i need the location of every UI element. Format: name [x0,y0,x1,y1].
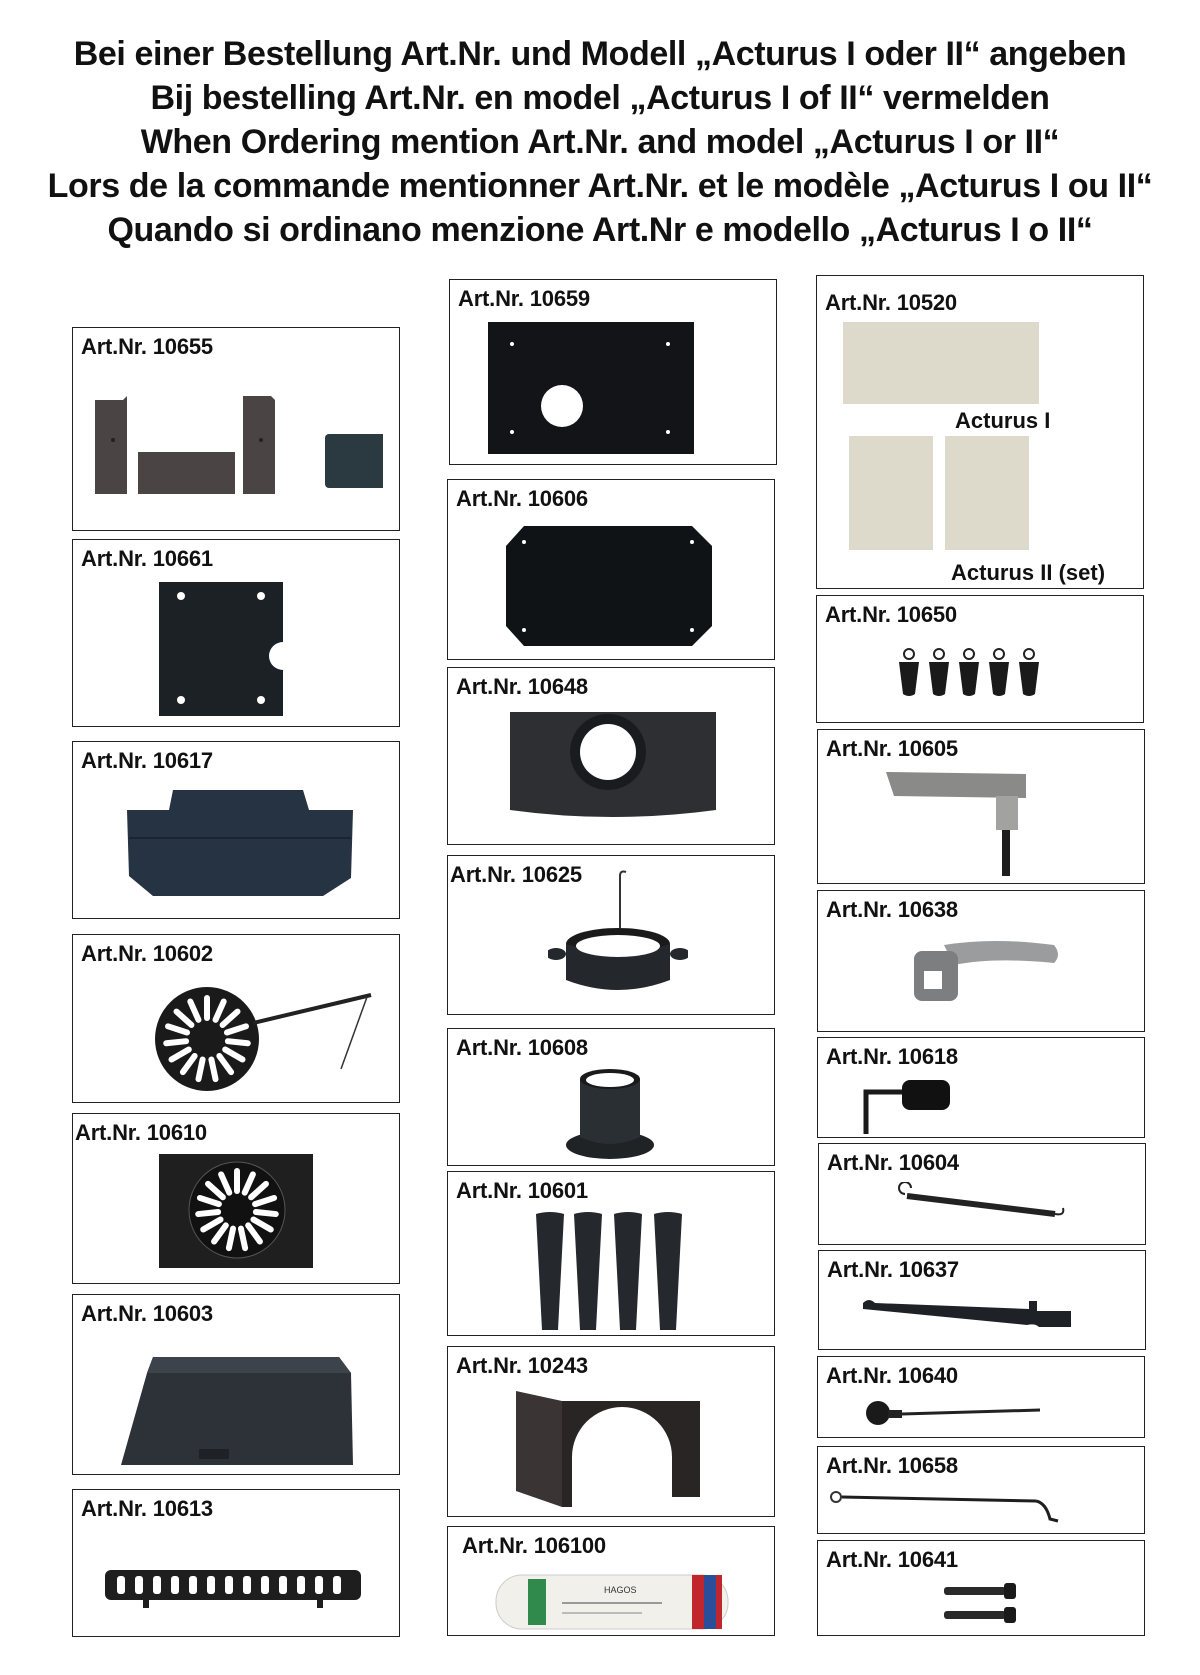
glass-panels-acturus-ii-icon [849,436,1029,550]
part-number: Art.Nr. 106100 [462,1533,606,1558]
air-regulator-disc-icon [153,985,373,1095]
flue-collar-icon [560,1067,660,1161]
top-plate-with-hole-icon [486,320,696,456]
part-number: Art.Nr. 10658 [826,1453,958,1478]
part-card-10638[interactable] [817,890,1145,1032]
part-number: Art.Nr. 10641 [826,1547,958,1572]
part-card-10604[interactable] [818,1143,1146,1245]
part-card-106100[interactable] [447,1526,775,1636]
pins-icon [942,1579,1032,1629]
part-card-10640[interactable] [817,1356,1145,1438]
part-card-10617[interactable] [72,741,400,919]
part-number: Art.Nr. 10659 [458,286,590,311]
ash-pan-icon [117,1353,357,1468]
stove-legs-icon [534,1210,694,1332]
part-number: Art.Nr. 10606 [456,486,588,511]
part-card-10610[interactable] [72,1113,400,1284]
part-number: Art.Nr. 10648 [456,674,588,699]
part-number: Art.Nr. 10520 [825,290,957,315]
instruction-en: When Ordering mention Art.Nr. and model „Acturus I or II“ [140,123,1060,161]
part-number: Art.Nr. 10602 [81,941,213,966]
part-number: Art.Nr. 10637 [827,1257,959,1282]
part-card-10605[interactable] [817,729,1145,884]
part-number: Art.Nr. 10613 [81,1496,213,1521]
part-number: Art.Nr. 10603 [81,1301,213,1326]
allen-key-handle-icon [862,1072,972,1136]
grate-icon [103,1566,363,1610]
part-number: Art.Nr. 10617 [81,748,213,773]
part-card-10650[interactable] [816,595,1144,723]
part-card-10606[interactable] [447,479,775,660]
instruction-fr: Lors de la commande mentionner Art.Nr. et le modèle „Acturus I ou II“ [47,167,1153,205]
long-rod-icon [824,1483,1074,1527]
top-cover-with-collar-icon [508,710,718,824]
part-number: Art.Nr. 10610 [75,1120,207,1145]
part-card-10520[interactable] [816,275,1144,589]
part-card-10659[interactable] [449,279,777,465]
locking-bar-icon [859,1293,1079,1333]
octagonal-plate-icon [504,524,714,648]
part-number: Art.Nr. 10243 [456,1353,588,1378]
part-number: Art.Nr. 10618 [826,1044,958,1069]
chrome-handle-icon [904,937,1064,1017]
part-number: Art.Nr. 10608 [456,1035,588,1060]
door-inner-plate-icon [157,1152,317,1270]
part-number: Art.Nr. 10640 [826,1363,958,1388]
instruction-de: Bei einer Bestellung Art.Nr. und Modell „Acturus I oder II“ angeben [73,35,1127,73]
flue-damper-ring-icon [548,868,688,1008]
part-card-10658[interactable] [817,1446,1145,1534]
fire-bricks-set-icon [93,390,383,500]
part-card-10648[interactable] [447,667,775,845]
hinge-clips-icon [895,648,1055,698]
part-card-10243[interactable] [447,1346,775,1517]
baffle-plate-icon [123,788,363,908]
order-instructions [0,32,1200,252]
part-card-10637[interactable] [818,1250,1146,1350]
part-number: Art.Nr. 10605 [826,736,958,761]
part-card-10641[interactable] [817,1540,1145,1636]
control-rod-with-knob-icon [864,1393,1044,1433]
spring-icon [889,1182,1069,1222]
part-card-10625[interactable] [447,855,775,1015]
sealing-tube-icon [492,1571,732,1633]
rear-heat-shield-icon [514,1387,704,1509]
instruction-it: Quando si ordinano menzione Art.Nr e modello „Acturus I o II“ [107,211,1093,249]
bottom-plate-icon [157,580,317,720]
door-handle-icon [884,768,1034,878]
part-number: Art.Nr. 10638 [826,897,958,922]
part-card-10661[interactable] [72,539,400,727]
part-number: Art.Nr. 10650 [825,602,957,627]
part-card-10608[interactable] [447,1028,775,1166]
part-number: Art.Nr. 10604 [827,1150,959,1175]
acturus-ii-label: Acturus II (set) [951,560,1106,585]
part-card-10618[interactable] [817,1037,1145,1138]
part-number: Art.Nr. 10655 [81,334,213,359]
instruction-nl: Bij bestelling Art.Nr. en model „Acturus I of II“ vermelden [150,79,1050,117]
part-number: Art.Nr. 10661 [81,546,213,571]
glass-panel-acturus-i-icon [843,322,1039,404]
part-card-10655[interactable] [72,327,400,531]
part-number: Art.Nr. 10601 [456,1178,588,1203]
part-card-10601[interactable] [447,1171,775,1336]
acturus-i-label: Acturus I [955,408,1051,433]
part-number: Art.Nr. 10625 [450,862,582,887]
part-card-10613[interactable] [72,1489,400,1637]
tube-brand-label: HAGOS [604,1585,637,1595]
part-card-10603[interactable] [72,1294,400,1475]
part-card-10602[interactable] [72,934,400,1103]
